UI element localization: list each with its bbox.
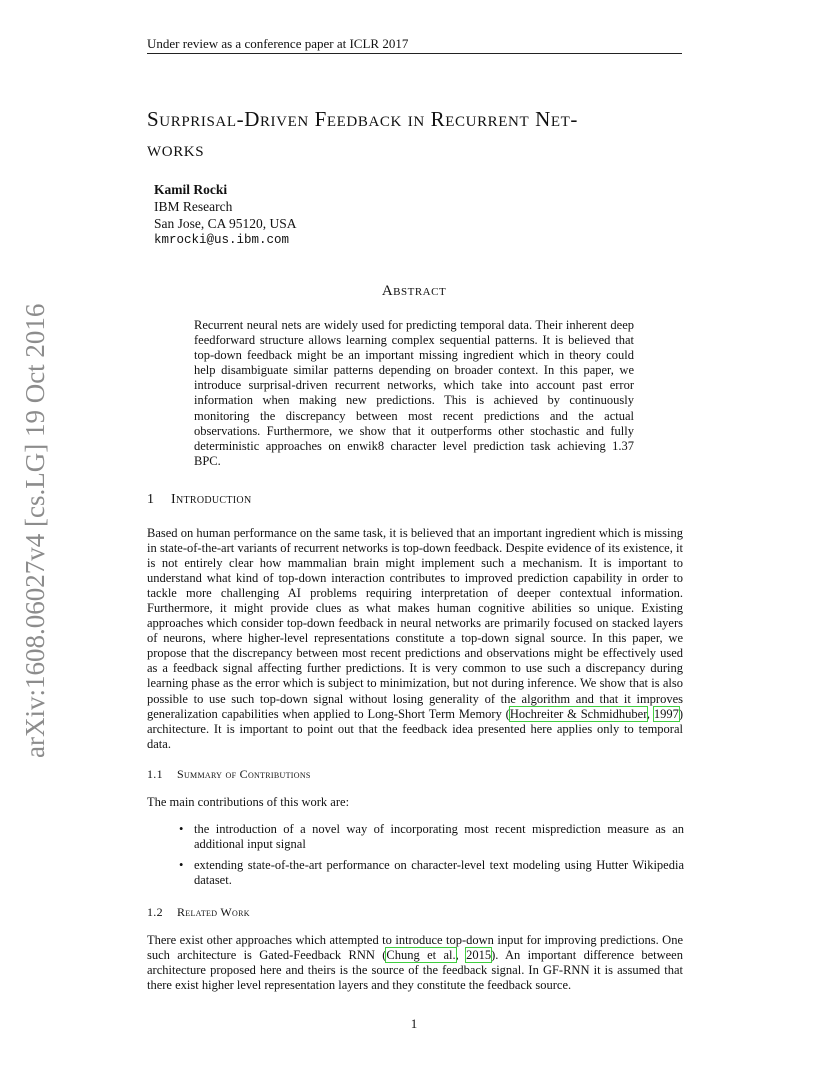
contributions-list [176,822,684,888]
author-address: San Jose, CA 95120, USA [154,216,297,231]
arxiv-stamp-container [12,288,58,758]
page-number: 1 [410,1016,418,1031]
subsection-title: Summary of Contributions [177,767,311,781]
abstract-heading: Abstract [381,283,447,299]
introduction-paragraph [147,526,683,752]
author-affiliation: IBM Research [154,199,233,214]
citation-link-2015[interactable]: 2015 [466,948,492,963]
subsection-heading-contributions [147,767,311,782]
cite-separator: , [455,948,467,963]
cite-separator: , [646,706,654,721]
intro-text-after-cite: ) architecture. It is important to point out that the feedback idea presented here applies only to temporal data. [147,706,684,751]
list-item-text: extending state-of-the-art performance on character-level text modeling using Hutter Wikipedia dataset. [194,858,684,887]
abstract-text: Recurrent neural nets are widely used for predicting temporal data. Their inherent deep feedforward structure allows learning complex sequential patterns. It is believed that top-down feedback might be an important missing ingredient which in theory could help disambiguate similar patterns depending on broader context. In this paper, we introduce surprisal-driven recurrent networks, which take into account past error information when making new predictions. This is achieved by continuously monitoring the discrepancy between most recent predictions and the actual observations. Furthermore, we show that it outperforms other stochastic and fully deterministic approaches on enwik8 character level prediction task achieving 1.37 BPC. [194,318,634,468]
author-name: Kamil Rocki [154,182,228,197]
related-text-after-cite: ). An important difference between architecture proposed here and theirs is the source of the feedback signal. In GF-RNN it is assumed that there exist higher level representation layers and they constitute the feedback source. [147,948,683,993]
section-title: Introduction [171,492,252,507]
citation-link-1997[interactable]: 1997 [653,706,679,721]
related-work-paragraph [147,933,683,993]
title-line-2: works [147,137,205,161]
bullet-icon: • [179,858,184,872]
citation-link-hochreiter[interactable]: Hochreiter & Schmidhuber [509,706,647,721]
header-rule [147,53,682,54]
subsection-number: 1.1 [147,767,163,781]
bullet-icon: • [179,822,184,836]
contributions-intro: The main contributions of this work are: [147,795,350,809]
subsection-title: Related Work [177,905,250,919]
subsection-heading-related-work [147,905,250,920]
subsection-number: 1.2 [147,905,163,919]
intro-text-before-cite: Based on human performance on the same task, it is believed that an important ingredient which is missing in state-of-the-art variants of recurrent networks is top-down feedback. Despite evidence of its existence, it is not entirely clear how mammalian brain might implement such a mechanism. It is important to understand what kind of top-down interaction contributes to improved prediction capability in order to tackle more challenging AI problems requiring interpretation of deeper contextual information. Furthermore, it might provide clues as what makes human cognitive abilities so unique. Existing approaches which consider top-down feedback in neural networks are primarily focused on stacked layers of neurons, where higher-level representations constitute a top-down signal source. In this paper, we propose that the discrepancy between most recent predictions and observations might be effectively used as a feedback signal affecting further predictions. It is very common to use such a discrepancy during learning phase as the error which is subject to minimization, but not during inference. We show that is also possible to use such top-down signal without losing generality of the algorithm and that it improves generalization capabilities when applied to Long-Short Term Memory ( [147,526,683,721]
list-item-text: the introduction of a novel way of incorporating most recent misprediction measure as an additional input signal [194,822,684,851]
related-text-before-cite: There exist other approaches which attempted to introduce top-down input for improving predictions. One such architecture is Gated-Feedback RNN ( [147,933,683,963]
paper-title [147,104,687,164]
running-head: Under review as a conference paper at ICLR 2017 [147,36,409,51]
arxiv-identifier: arXiv:1608.06027v4 [cs.LG] 19 Oct 2016 [20,303,50,758]
list-item [176,822,684,852]
list-item [176,858,684,888]
section-number: 1 [147,492,155,507]
title-line-1: Surprisal-Driven Feedback in Recurrent Net- [147,107,578,131]
section-heading-introduction [147,492,251,508]
author-block [154,181,297,249]
citation-link-chung[interactable]: Chung et al. [386,948,456,963]
author-email: kmrocki@us.ibm.com [154,233,290,247]
